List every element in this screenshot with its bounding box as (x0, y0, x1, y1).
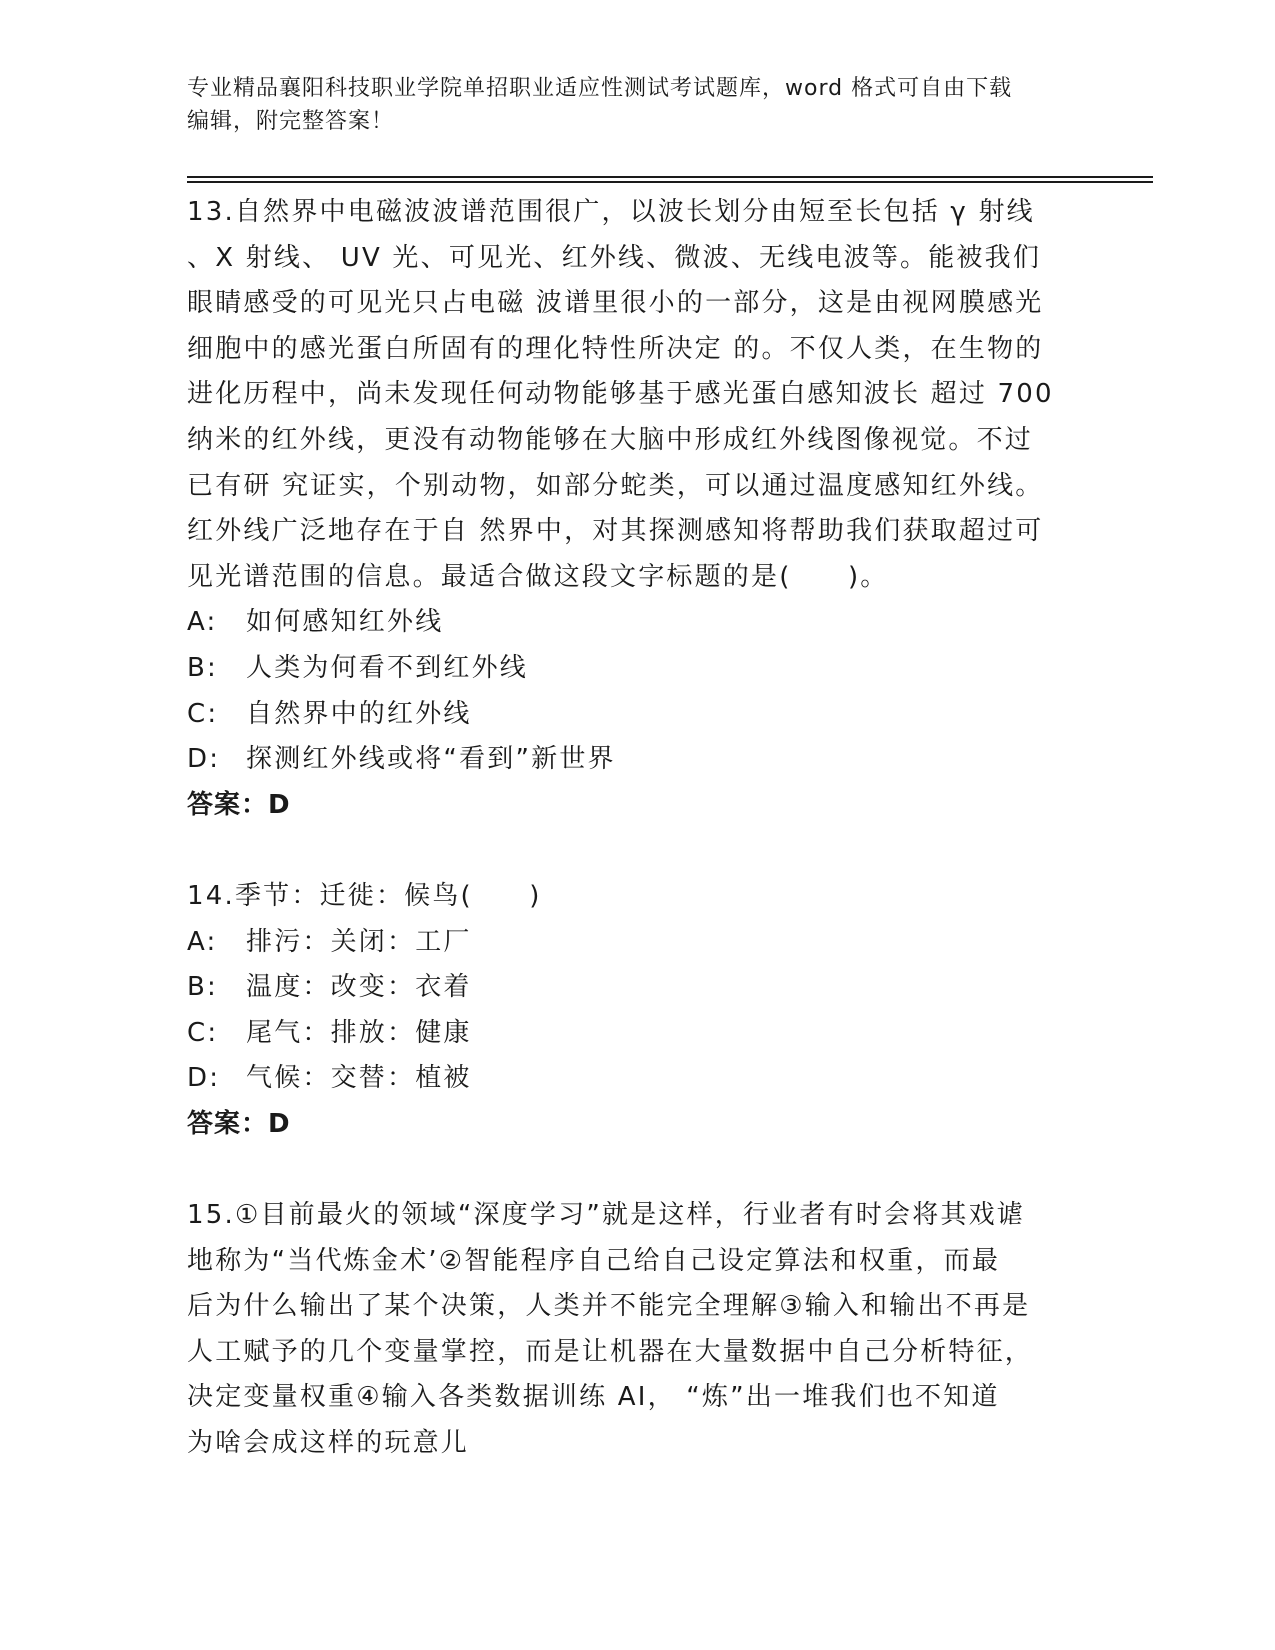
spacer (187, 828, 1087, 874)
question-14-option-b (187, 965, 1087, 1011)
question-14-option-d (187, 1056, 1087, 1102)
question-line: 为啥会成这样的玩意儿 (187, 1428, 470, 1459)
question-line: 纳米的红外线，更没有动物能够在大脑中形成红外线图像视觉。不过 (187, 424, 1034, 455)
question-line: 见光谱范围的信息。最适合做这段文字标题的是( )。 (187, 561, 889, 592)
option-text: 自然界中的红外线 (246, 698, 472, 729)
document-body (187, 190, 1087, 1467)
question-line: 地称为“当代炼金术’②智能程序自己给自己设定算法和权重，而最 (187, 1245, 1001, 1276)
question-13-text (187, 190, 1087, 600)
question-13 (187, 190, 1087, 828)
question-line: 细胞中的感光蛋白所固有的理化特性所决定 的。不仅人类，在生物的 (187, 333, 1044, 364)
question-line: 、X 射线、 UV 光、可见光、红外线、微波、无线电波等。能被我们 (187, 242, 1042, 273)
question-line: 进化历程中，尚未发现任何动物能够基于感光蛋白感知波长 超过 700 (187, 379, 1054, 410)
question-13-answer: 答案：D (187, 789, 291, 820)
question-13-option-b (187, 646, 1087, 692)
option-text: 排污：关闭：工厂 (246, 926, 472, 957)
question-13-option-a (187, 600, 1087, 646)
question-14-option-c (187, 1011, 1087, 1057)
option-text: 温度：改变：衣着 (246, 972, 472, 1003)
question-line: 13.自然界中电磁波波谱范围很广，以波长划分由短至长包括 γ 射线 (187, 197, 1035, 227)
question-13-option-d (187, 737, 1087, 783)
option-text: 气候：交替：植被 (246, 1063, 472, 1094)
question-line: 15.①目前最火的领域“深度学习”就是这样，行业者有时会将其戏谑 (187, 1200, 1025, 1231)
option-letter: B: (187, 972, 218, 1003)
question-14-answer: 答案：D (187, 1108, 291, 1139)
page-header (187, 72, 1087, 138)
header-line-1: 专业精品襄阳科技职业学院单招职业适应性测试考试题库，word 格式可自由下载 (187, 76, 1013, 101)
question-line: 决定变量权重④输入各类数据训练 AI， “炼”出一堆我们也不知道 (187, 1382, 1000, 1413)
question-line: 已有研 究证实，个别动物，如部分蛇类，可以通过温度感知红外线。 (187, 470, 1044, 501)
question-line: 红外线广泛地存在于自 然界中，对其探测感知将帮助我们获取超过可 (187, 516, 1044, 547)
question-line: 后为什么输出了某个决策，人类并不能完全理解③输入和输出不再是 (187, 1291, 1031, 1322)
header-rule-bottom (187, 181, 1153, 183)
question-line: 14.季节：迁徙：候鸟( ) (187, 880, 542, 911)
question-line: 人工赋予的几个变量掌控，而是让机器在大量数据中自己分析特征， (187, 1336, 1034, 1367)
question-line: 眼睛感受的可见光只占电磁 波谱里很小的一部分，这是由视网膜感光 (187, 288, 1044, 319)
question-14 (187, 874, 1087, 1148)
question-13-option-c (187, 692, 1087, 738)
question-15 (187, 1193, 1087, 1467)
option-letter: D: (187, 1063, 221, 1094)
option-letter: A: (187, 607, 218, 638)
header-line-2: 编辑，附完整答案！ (187, 109, 395, 134)
question-14-text (187, 874, 1087, 920)
question-14-option-a (187, 920, 1087, 966)
option-text: 人类为何看不到红外线 (246, 652, 529, 683)
spacer (187, 1147, 1087, 1193)
question-15-text (187, 1193, 1087, 1467)
option-letter: C: (187, 1017, 219, 1048)
option-letter: C: (187, 698, 219, 729)
option-text: 探测红外线或将“看到”新世界 (246, 744, 616, 775)
option-letter: B: (187, 652, 218, 683)
option-letter: A: (187, 926, 218, 957)
option-text: 尾气：排放：健康 (246, 1017, 472, 1048)
option-text: 如何感知红外线 (246, 607, 444, 638)
option-letter: D: (187, 744, 221, 775)
header-rule-top (187, 176, 1153, 178)
